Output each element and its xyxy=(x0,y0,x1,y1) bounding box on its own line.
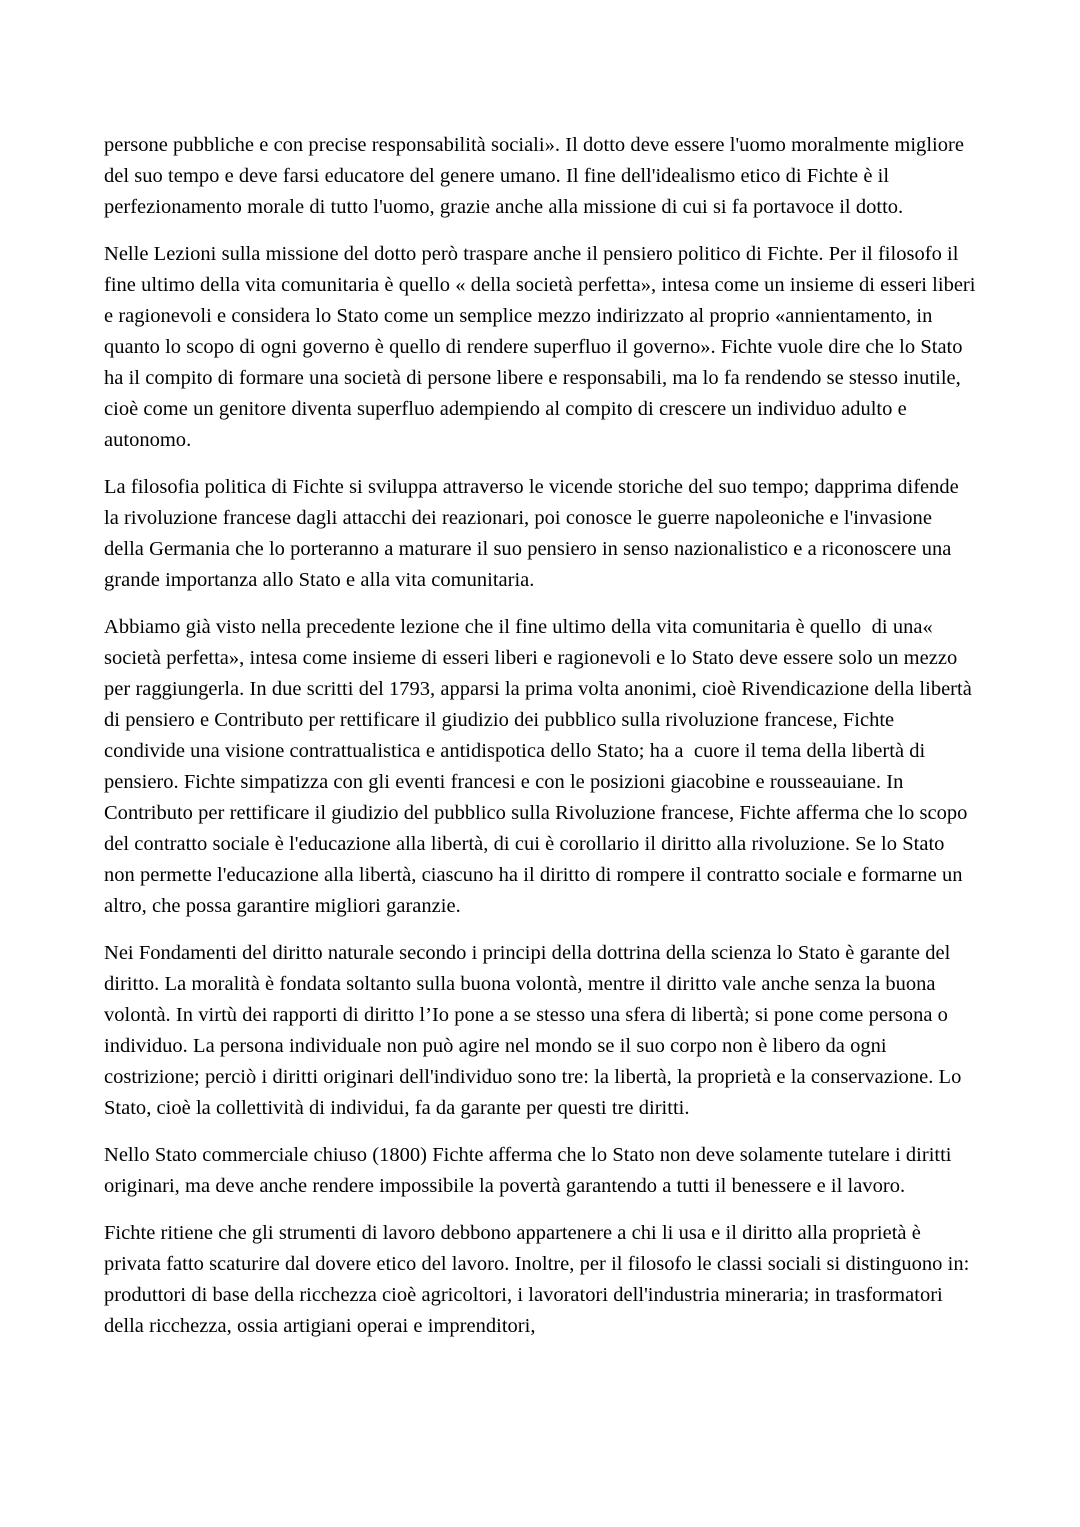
paragraph: Fichte ritiene che gli strumenti di lavoro debbono appartenere a chi li usa e il diritto alla proprietà è privata fatto scaturire dal dovere etico del lavoro. Inoltre, per il filosofo le classi sociali si distinguono in: produttori di base della ricchezza cioè agricoltori, i lavoratori dell'industria mineraria; in trasformatori della ricchezza, ossia artigiani operai e imprenditori, xyxy=(104,1222,975,1337)
document-text-body xyxy=(104,130,981,1342)
paragraph: Nello Stato commerciale chiuso (1800) Fichte afferma che lo Stato non deve solamente tutelare i diritti originari, ma deve anche rendere impossibile la povertà garantendo a tutti il benessere e il lavoro. xyxy=(104,1144,957,1197)
paragraph: Abbiamo già visto nella precedente lezione che il fine ultimo della vita comunitaria è quello di una« società perfetta», intesa come insieme di esseri liberi e ragionevoli e lo Stato deve essere solo un mezzo per raggiungerla. In due scritti del 1793, apparsi la prima volta anonimi, cioè Rivendicazione della libertà di pensiero e Contributo per rettificare il giudizio dei pubblico sulla rivoluzione francese, Fichte condivide una visione contrattualistica e antidispotica dello Stato; ha a cuore il tema della libertà di pensiero. Fichte simpatizza con gli eventi francesi e con le posizioni giacobine e rousseauiane. In Contributo per rettificare il giudizio del pubblico sulla Rivoluzione francese, Fichte afferma che lo scopo del contratto sociale è l'educazione alla libertà, di cui è corollario il diritto alla rivoluzione. Se lo Stato non permette l'educazione alla libertà, ciascuno ha il diritto di rompere il contratto sociale e formarne un altro, che possa garantire migliori garanzie. xyxy=(104,616,978,917)
paragraph: Nelle Lezioni sulla missione del dotto però traspare anche il pensiero politico di Fichte. Per il filosofo il fine ultimo della vita comunitaria è quello « della società perfetta», intesa come un insieme di esseri liberi e ragionevoli e considera lo Stato come un semplice mezzo indirizzato al proprio «annientamento, in quanto lo scopo di ogni governo è quello di rendere superfluo il governo». Fichte vuole dire che lo Stato ha il compito di formare una società di persone libere e responsabili, ma lo fa rendendo se stesso inutile, cioè come un genitore diventa superfluo adempiendo al compito di crescere un individuo adulto e autonomo. xyxy=(104,243,981,451)
paragraph: Nei Fondamenti del diritto naturale secondo i principi della dottrina della scienza lo Stato è garante del diritto. La moralità è fondata soltanto sulla buona volontà, mentre il diritto vale anche senza la buona volontà. In virtù dei rapporti di diritto l’Io pone a se stesso una sfera di libertà; si pone come persona o individuo. La persona individuale non può agire nel mondo se il suo corpo non è libero da ogni costrizione; perciò i diritti originari dell'individuo sono tre: la libertà, la proprietà e la conservazione. Lo Stato, cioè la collettività di individui, fa da garante per questi tre diritti. xyxy=(104,942,967,1119)
paragraph: La filosofia politica di Fichte si sviluppa attraverso le vicende storiche del suo tempo; dapprima difende la rivoluzione francese dagli attacchi dei reazionari, poi conosce le guerre napoleoniche e l'invasione della Germania che lo porteranno a maturare il suo pensiero in senso nazionalistico e a riconoscere una grande importanza allo Stato e alla vita comunitaria. xyxy=(104,476,965,591)
paragraph: persone pubbliche e con precise responsabilità sociali». Il dotto deve essere l'uomo moralmente migliore del suo tempo e deve farsi educatore del genere umano. Il fine dell'idealismo etico di Fichte è il perfezionamento morale di tutto l'uomo, grazie anche alla missione di cui si fa portavoce il dotto. xyxy=(104,134,970,218)
